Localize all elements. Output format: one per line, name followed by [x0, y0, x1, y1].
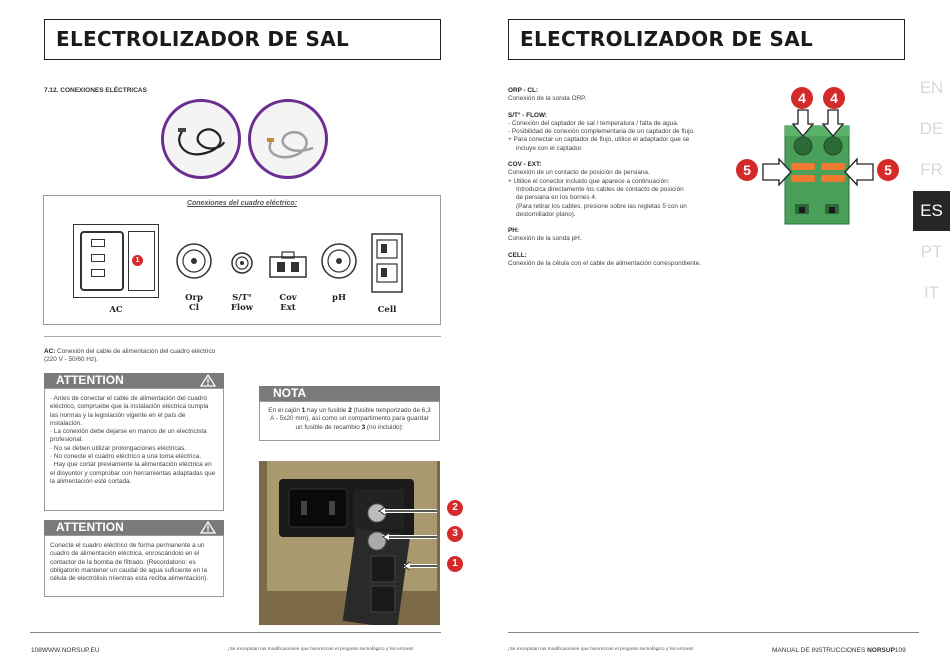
block-ph [508, 227, 733, 244]
ph-label: pH [332, 293, 346, 303]
lang-tab-de[interactable]: DE [919, 119, 944, 138]
block-orp [508, 87, 733, 104]
attention-item: · Hay que cortar previamente la alimentación eléctrica en el disyuntor y comprobar con herramientas adaptadas que la alimentación esté cortada. [50, 461, 216, 485]
st-label: S/T° [232, 293, 252, 303]
ac-socket [73, 224, 159, 298]
attention-item: · No se deben utilizar prolongaciones eléctricas. [50, 444, 187, 452]
block-line: Conexión de la sonda ORP. [508, 95, 587, 103]
st-flow-connector [230, 251, 254, 275]
attention-title-1: ATTENTION [56, 373, 124, 387]
ac-description [44, 348, 220, 365]
cov-label: Cov [279, 293, 297, 303]
photo-badge-1: 1 [447, 556, 463, 572]
ac-label: AC [109, 305, 123, 315]
orp-label-2: Cl [189, 303, 199, 313]
attention-item: · No conecte el cuadro eléctrico a una toma eléctrica. [50, 453, 201, 461]
footer-rule [508, 632, 919, 633]
block-line: Conexión de la célula con el cable de alimentación correspondiente. [508, 260, 701, 268]
right-page-title: ELECTROLIZADOR DE SAL [520, 27, 814, 51]
attention-header-1 [44, 373, 224, 388]
left-page-title: ELECTROLIZADOR DE SAL [56, 27, 350, 51]
right-page-number: 109 [894, 647, 906, 654]
nota-ref-3: 3 [361, 423, 366, 431]
fuse-drawer-photo [259, 461, 440, 625]
attention-header-2 [44, 520, 224, 535]
nota-text: En el cajón [268, 407, 302, 414]
block-line: (Para retirar los cables, presione sobre las regletas 5 con un [516, 202, 687, 210]
lang-tab-fr[interactable]: FR [920, 160, 943, 179]
right-page-title-box [508, 19, 905, 60]
block-line: Introduzca directamente los cables de contacto de posición [516, 185, 684, 193]
block-label: CELL: [508, 251, 527, 259]
left-page-title-box [44, 19, 441, 60]
left-footer-pagination [31, 647, 100, 654]
terminal-badge-5a: 5 [736, 159, 758, 181]
lang-tab-en[interactable]: EN [919, 78, 944, 97]
block-line: Conexión de la sonda pH. [508, 235, 582, 243]
manual-label: MANUAL DE INSTRUCCIONES [772, 647, 868, 654]
block-label: S/T° - FLOW: [508, 111, 547, 119]
terminal-badge-4b: 4 [823, 87, 845, 109]
block-line: - Posibilidad de conexión complementaria de un captador de flujo. [508, 128, 695, 136]
ph-connector [319, 241, 359, 281]
warning-icon [200, 374, 216, 387]
electrical-panel-diagram [43, 195, 441, 325]
ac-desc-label: AC: [44, 348, 56, 355]
terminal-badge-4a: 4 [791, 87, 813, 109]
nota-text: (no incluido): [365, 423, 404, 431]
block-cov-ext [508, 161, 733, 219]
block-line: de persiana en los bornes 4. [516, 194, 597, 202]
lang-tab-pt[interactable]: PT [920, 242, 943, 261]
block-line: Conexión de un contacto de posición de persiana. [508, 169, 650, 177]
block-st-flow [508, 112, 733, 153]
left-footer-note: ¡Se exceptúan las modificaciones que favorezcan el progreso tecnológico y los errores! [228, 647, 414, 652]
terminal-block-diagram [735, 86, 903, 226]
block-label: COV - EXT: [508, 161, 542, 169]
lang-tab-es[interactable]: ES [913, 191, 950, 231]
nota-text: (fusible temporizado de 6,3 A - 5x20 mm), así como un compartimento para guardar un fusible de recambio [270, 407, 431, 431]
block-line: incluye con el captador. [516, 144, 583, 152]
nota-ref-1: 1 [301, 407, 306, 414]
attention-item: · La conexión debe dejarse en manos de un electricista profesional. [50, 428, 207, 444]
photo-badge-3: 3 [447, 526, 463, 542]
nota-ref-2: 2 [348, 407, 352, 414]
footer-rule [30, 632, 441, 633]
cov-ext-connector [268, 251, 308, 279]
attention-item: · Antes de conectar el cable de alimentación del cuadro eléctrico, compruebe que la instalación eléctrica cumpla las normas y la legislación vigente en el país de instalación. [50, 395, 209, 427]
cell-label: Cell [377, 305, 397, 315]
black-cable-image [161, 99, 241, 179]
terminal-badge-5b: 5 [877, 159, 899, 181]
divider [44, 336, 441, 337]
right-footer-pagination [772, 647, 906, 654]
block-line: + Para conectar un captador de flujo, utilice el adaptador que se [508, 136, 690, 144]
panel-title: Conexiones del cuadro eléctrico: [186, 200, 298, 207]
block-label: PH: [508, 227, 520, 235]
cov-label-2: Ext [280, 303, 296, 313]
block-line: destornillador plano). [516, 210, 576, 218]
block-label: ORP - CL: [508, 87, 539, 94]
left-page-number: 108 [31, 647, 42, 654]
connection-descriptions [508, 87, 733, 268]
right-footer-note: ¡Se exceptúan las modificaciones que favorezcan el progreso tecnológico y los errores! [508, 647, 694, 652]
orp-label: Orp [185, 293, 203, 303]
cell-connector [370, 232, 404, 294]
warning-icon [200, 521, 216, 534]
attention-text-2: Conecte el cuadro eléctrico de forma permanente a un cuadro de alimentación eléctrica, enroscándolo en el contactor de la bomba de filtrado. (Recordatorio: es obligatorio mantener un caudal de agua suficiente en la célula de electrólisis mientras esta reciba alimentación). [50, 542, 209, 583]
nota-body [259, 401, 440, 441]
st-label-2: Flow [230, 303, 254, 313]
block-line: - Conexión del captador de sal / temperatura / falta de agua. [508, 119, 679, 127]
brand-name: NORSUP [867, 647, 895, 654]
block-line: + Utilice el conector incluido que aparece a continuación: [508, 177, 670, 185]
photo-badge-2: 2 [447, 500, 463, 516]
orp-connector [174, 241, 214, 281]
attention-body-2 [44, 535, 224, 597]
lang-tab-it[interactable]: IT [923, 283, 940, 302]
website-link[interactable]: WWW.NORSUP.EU [41, 647, 100, 654]
ac-desc-text: Conexión del cable de alimentación del cuadro eléctrico (220 V - 50/60 Hz). [44, 348, 216, 364]
nota-title: NOTA [273, 386, 307, 400]
section-heading: 7.12. CONEXIONES ELÉCTRICAS [44, 87, 147, 94]
nota-header [259, 386, 440, 401]
gray-cable-image [248, 99, 328, 179]
attention-body-1 [44, 388, 224, 511]
fuse-drawer-marker: 1 [132, 255, 143, 266]
block-cell [508, 252, 733, 269]
attention-title-2: ATTENTION [56, 520, 124, 534]
nota-text: hay un fusible [305, 407, 349, 414]
